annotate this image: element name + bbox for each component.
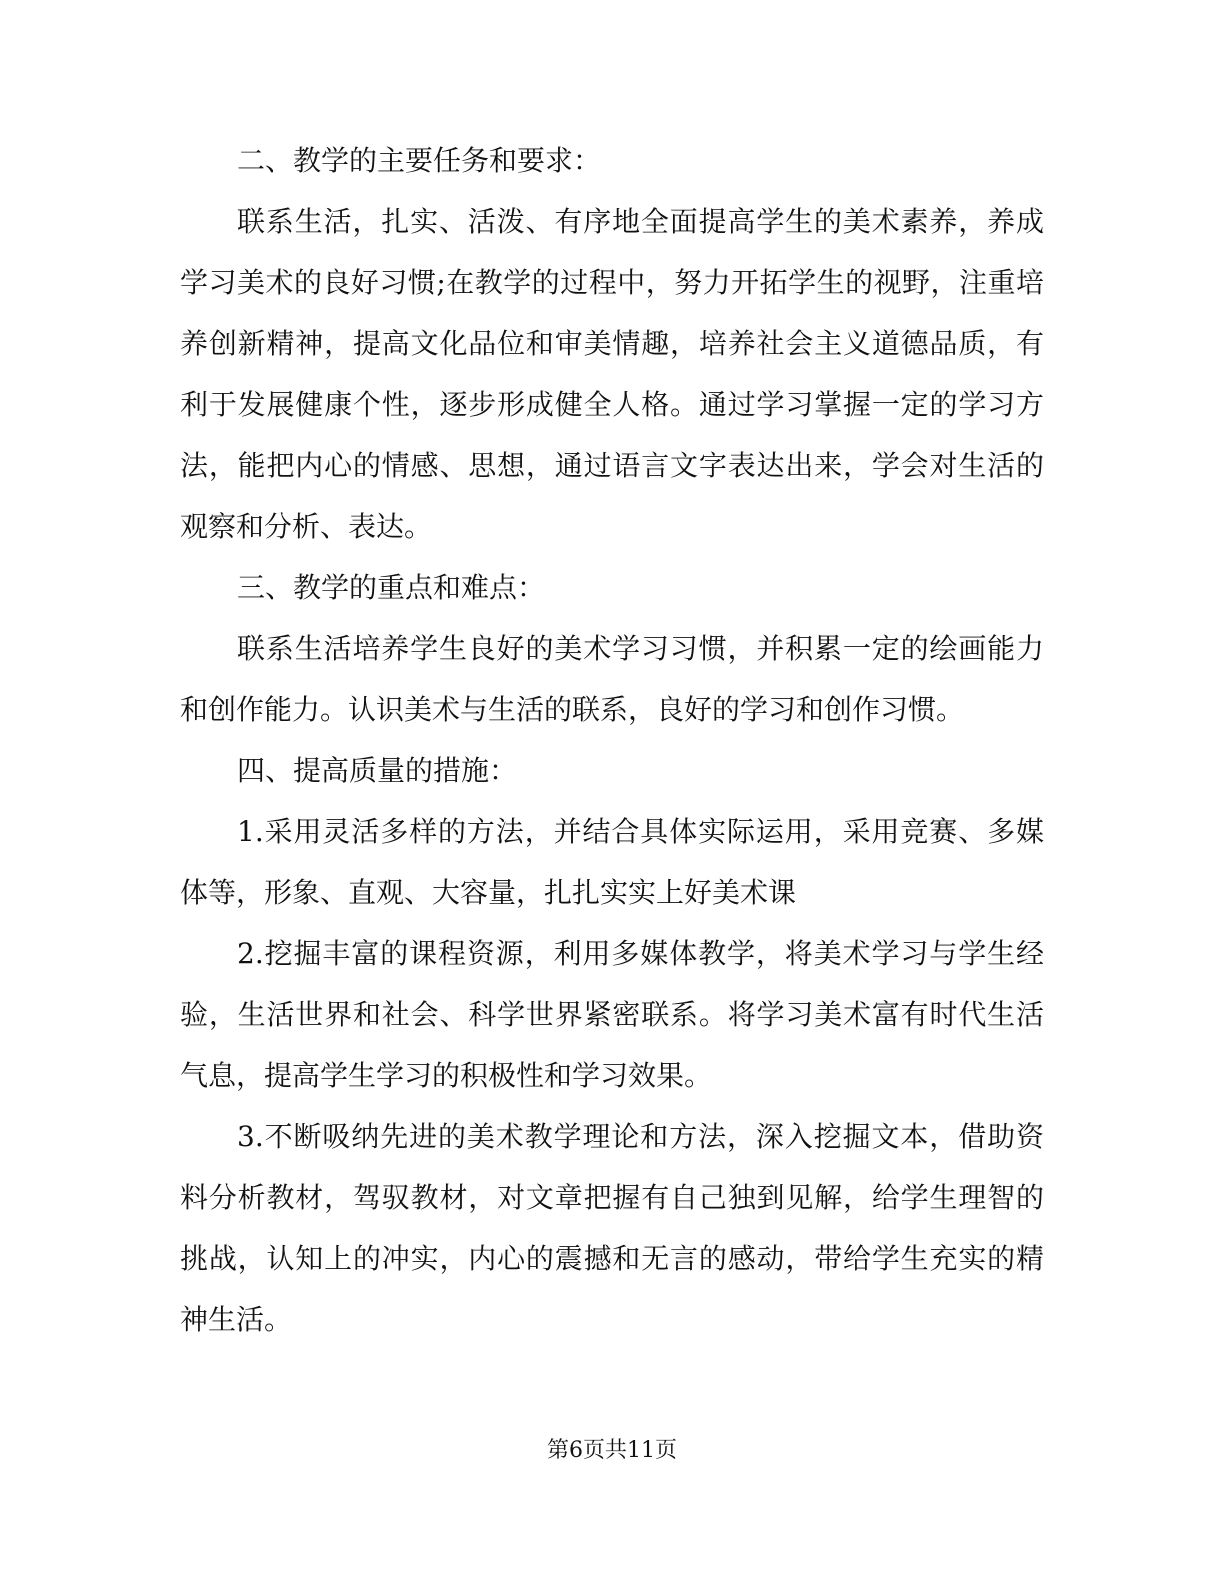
paragraph-measure-1: 1.采用灵活多样的方法，并结合具体实际运用，采用竞赛、多媒体等，形象、直观、大容量，扎扎实实上好美术课 <box>180 815 1044 909</box>
page-number-footer: 第6页共11页 <box>547 1438 677 1463</box>
paragraph-key-points-body: 联系生活培养学生良好的美术学习习惯，并积累一定的绘画能力和创作能力。认识美术与生活的联系，良好的学习和创作习惯。 <box>180 632 1044 726</box>
section-heading-measures: 四、提高质量的措施： <box>237 754 518 787</box>
section-heading-key-points: 三、教学的重点和难点： <box>237 571 546 604</box>
section-heading-tasks: 二、教学的主要任务和要求： <box>237 144 602 177</box>
paragraph-measure-3: 3.不断吸纳先进的美术教学理论和方法，深入挖掘文本，借助资料分析教材，驾驭教材，对文章把握有自己独到见解，给学生理智的挑战，认知上的冲实，内心的震撼和无言的感动，带给学生充实的精神生活。 <box>180 1120 1044 1336</box>
paragraph-tasks-body: 联系生活，扎实、活泼、有序地全面提高学生的美术素养，养成学习美术的良好习惯;在教学的过程中，努力开拓学生的视野，注重培养创新精神，提高文化品位和审美情趣，培养社会主义道德品质，有利于发展健康个性，逐步形成健全人格。通过学习掌握一定的学习方法，能把内心的情感、思想，通过语言文字表达出来，学会对生活的观察和分析、表达。 <box>180 205 1044 543</box>
document-body <box>180 130 1044 1350</box>
paragraph-measure-2: 2.挖掘丰富的课程资源，利用多媒体教学，将美术学习与学生经验，生活世界和社会、科学世界紧密联系。将学习美术富有时代生活气息，提高学生学习的积极性和学习效果。 <box>180 937 1044 1092</box>
